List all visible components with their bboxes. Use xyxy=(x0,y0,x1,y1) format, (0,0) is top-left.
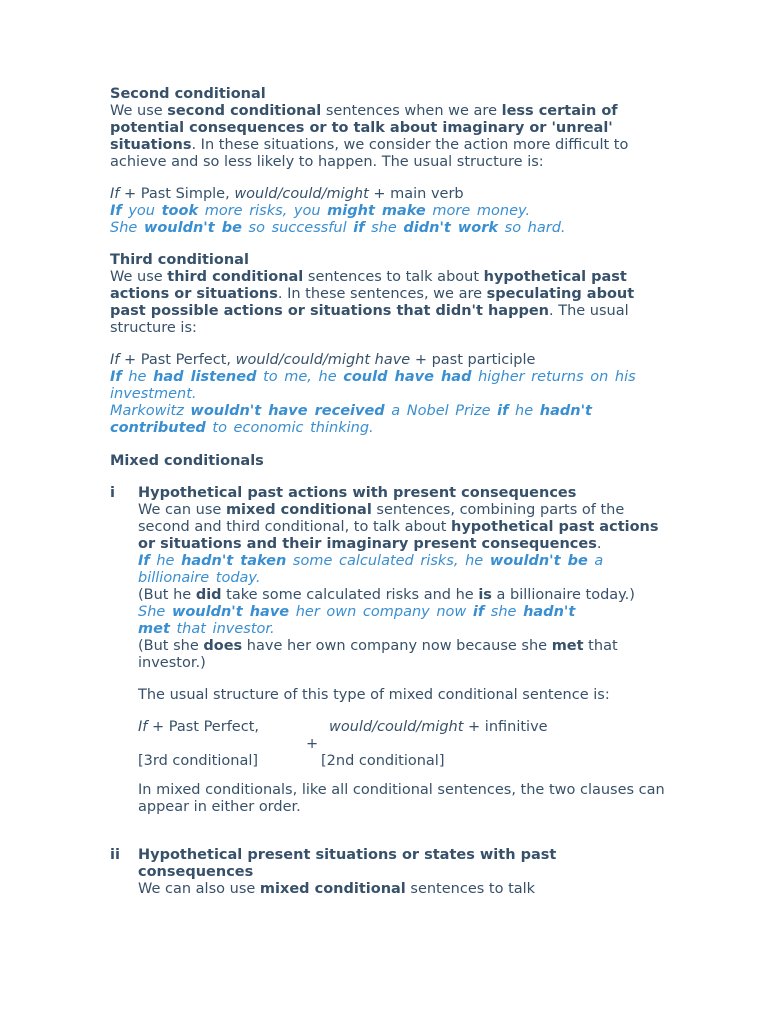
bold-text: hypothetical past actions or situations xyxy=(110,269,627,302)
bold-text: hadn't taken xyxy=(181,553,287,569)
second-conditional-example-2: She wouldn't be so successful if she didn't work so hard. xyxy=(110,220,566,236)
mixed-item-2-intro: We can also use mixed conditional sentences to talk xyxy=(138,881,536,897)
mixed-note: In mixed conditionals, like all conditional sentences, the two clauses can appear in either order. xyxy=(138,782,665,815)
item-number: i xyxy=(110,485,115,501)
bold-text: might make xyxy=(327,203,426,219)
mixed-example-1: If he hadn't taken some calculated risks, he wouldn't be a billionaire today. xyxy=(138,553,604,586)
third-conditional-example-2: Markowitz wouldn't have received a Nobel Prize if he hadn't contributed to economic thinking. xyxy=(110,403,592,436)
second-conditional-intro: We use second conditional sentences when we are less certain of potential consequences or to talk about imaginary or 'unreal' situations. In these situations, we consider the action more difficult to achieve and so less likely to happen. The usual structure is: xyxy=(110,103,629,170)
structure-right: would/could/might + infinitive xyxy=(329,719,548,735)
italic-text: would/could/might have xyxy=(235,352,411,368)
mixed-item-2-title: Hypothetical present situations or states with past consequences xyxy=(138,847,557,880)
structure-left-label: [3rd conditional] xyxy=(138,753,259,769)
bold-text: if xyxy=(497,403,509,419)
mixed-explanation-1: (But he did take some calculated risks and he is a billionaire today.) xyxy=(138,587,635,603)
bold-text: wouldn't be xyxy=(489,553,588,569)
bold-text: could have had xyxy=(343,369,472,385)
bold-text: wouldn't have xyxy=(171,604,290,620)
mixed-item-2 xyxy=(110,847,670,898)
bold-text: wouldn't be xyxy=(143,220,242,236)
italic-text: would/could/might xyxy=(234,186,369,202)
mixed-conditionals-heading: Mixed conditionals xyxy=(110,453,264,469)
bold-text: is xyxy=(478,587,492,603)
mixed-structure xyxy=(138,719,670,767)
second-conditional-structure: If + Past Simple, would/could/might + main verb xyxy=(110,186,464,202)
italic-text: If xyxy=(138,719,148,735)
mixed-structure-intro: The usual structure of this type of mixed conditional sentence is: xyxy=(138,687,610,703)
document-body xyxy=(110,86,670,898)
italic-text: If xyxy=(110,186,120,202)
bold-text: had listened xyxy=(153,369,257,385)
bold-text: If xyxy=(138,553,150,569)
bold-text: didn't work xyxy=(403,220,499,236)
bold-text: second conditional xyxy=(167,103,322,119)
bold-text: If xyxy=(110,369,122,385)
bold-text: mixed conditional xyxy=(259,881,406,897)
third-conditional-intro: We use third conditional sentences to talk about hypothetical past actions or situations. In these sentences, we are speculating about past possible actions or situations that didn't happen. The usual structure is: xyxy=(110,269,635,336)
second-conditional-heading: Second conditional xyxy=(110,86,266,102)
mixed-item-1-intro: We can use mixed conditional sentences, combining parts of the second and third conditional, to talk about hypothetical past actions or situations and their imaginary present consequences. xyxy=(138,502,659,552)
mixed-item-1 xyxy=(110,485,670,816)
bold-text: if xyxy=(353,220,365,236)
item-number: ii xyxy=(110,847,120,863)
bold-text: hadn't contributed xyxy=(110,403,592,436)
bold-text: met xyxy=(551,638,584,654)
bold-text: mixed conditional xyxy=(225,502,372,518)
bold-text: wouldn't have received xyxy=(190,403,385,419)
bold-text: speculating about past possible actions or situations that didn't happen xyxy=(110,286,635,319)
mixed-example-2: She wouldn't have her own company now if she hadn't met that investor. xyxy=(138,604,576,637)
third-conditional-heading: Third conditional xyxy=(110,252,249,268)
structure-left: If + Past Perfect, xyxy=(138,719,259,735)
italic-text: If xyxy=(110,352,120,368)
mixed-item-1-title: Hypothetical past actions with present consequences xyxy=(138,485,577,501)
structure-plus: + xyxy=(306,736,319,752)
structure-right-label: [2nd conditional] xyxy=(321,753,445,769)
second-conditional-example-1: If you took more risks, you might make more money. xyxy=(110,203,531,219)
italic-text: would/could/might xyxy=(329,719,464,735)
bold-text: took xyxy=(161,203,199,219)
bold-text: did xyxy=(195,587,222,603)
bold-text: if xyxy=(472,604,485,620)
mixed-explanation-2: (But she does have her own company now because she met that investor.) xyxy=(138,638,618,671)
bold-text: hypothetical past actions or situations and their imaginary present consequences xyxy=(138,519,659,552)
bold-text: less certain of potential consequences or to talk about imaginary or 'unreal' situations xyxy=(110,103,618,153)
bold-text: hadn't met xyxy=(138,604,576,637)
bold-text: If xyxy=(110,203,122,219)
third-conditional-structure: If + Past Perfect, would/could/might have + past participle xyxy=(110,352,536,368)
third-conditional-example-1: If he had listened to me, he could have had higher returns on his investment. xyxy=(110,369,636,402)
bold-text: does xyxy=(203,638,243,654)
bold-text: third conditional xyxy=(167,269,304,285)
